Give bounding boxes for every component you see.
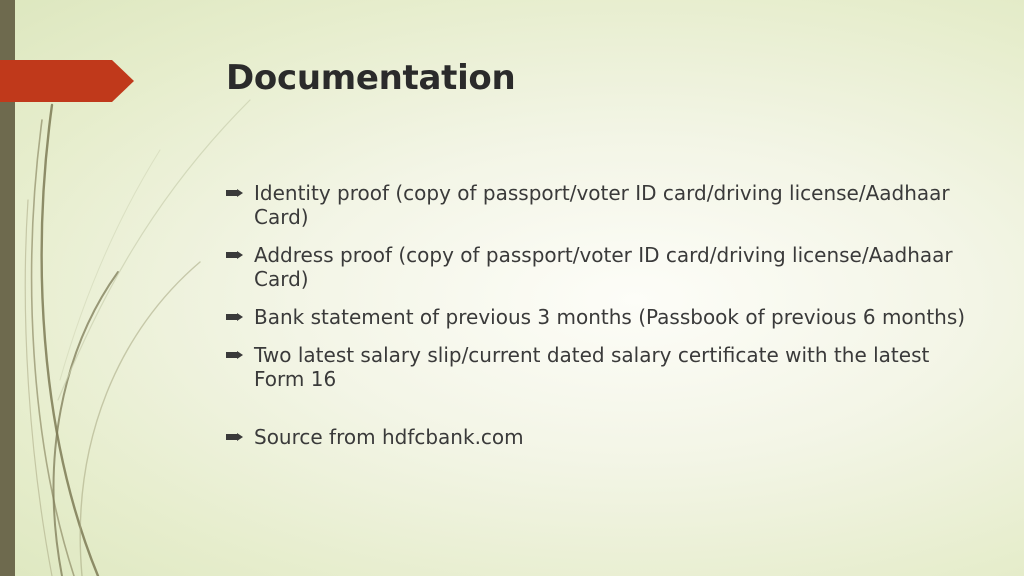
bullet-text: Address proof (copy of passport/voter ID card/driving license/Aadhaar Card) [254, 243, 953, 291]
pencil-bullet-icon [226, 250, 243, 260]
bullet-item-bank-statement [226, 305, 966, 329]
bullet-text: Source from hdfcbank.com [254, 425, 524, 449]
title-accent-arrow [0, 60, 134, 102]
slide-title: Documentation [226, 58, 516, 98]
bullet-item-source [226, 425, 966, 449]
documentation-bullet-list [226, 181, 966, 463]
bullet-item-address-proof [226, 243, 966, 291]
pencil-bullet-icon [226, 432, 243, 442]
pencil-bullet-icon [226, 188, 243, 198]
pencil-bullet-icon [226, 350, 243, 360]
bullet-text: Identity proof (copy of passport/voter ID card/driving license/Aadhaar Card) [254, 181, 950, 229]
bullet-text: Bank statement of previous 3 months (Passbook of previous 6 months) [254, 305, 966, 329]
bullet-text: Two latest salary slip/current dated salary certificate with the latest Form 16 [254, 343, 930, 391]
pencil-bullet-icon [226, 312, 243, 322]
bullet-item-salary-slip [226, 343, 966, 391]
bullet-item-identity-proof [226, 181, 966, 229]
